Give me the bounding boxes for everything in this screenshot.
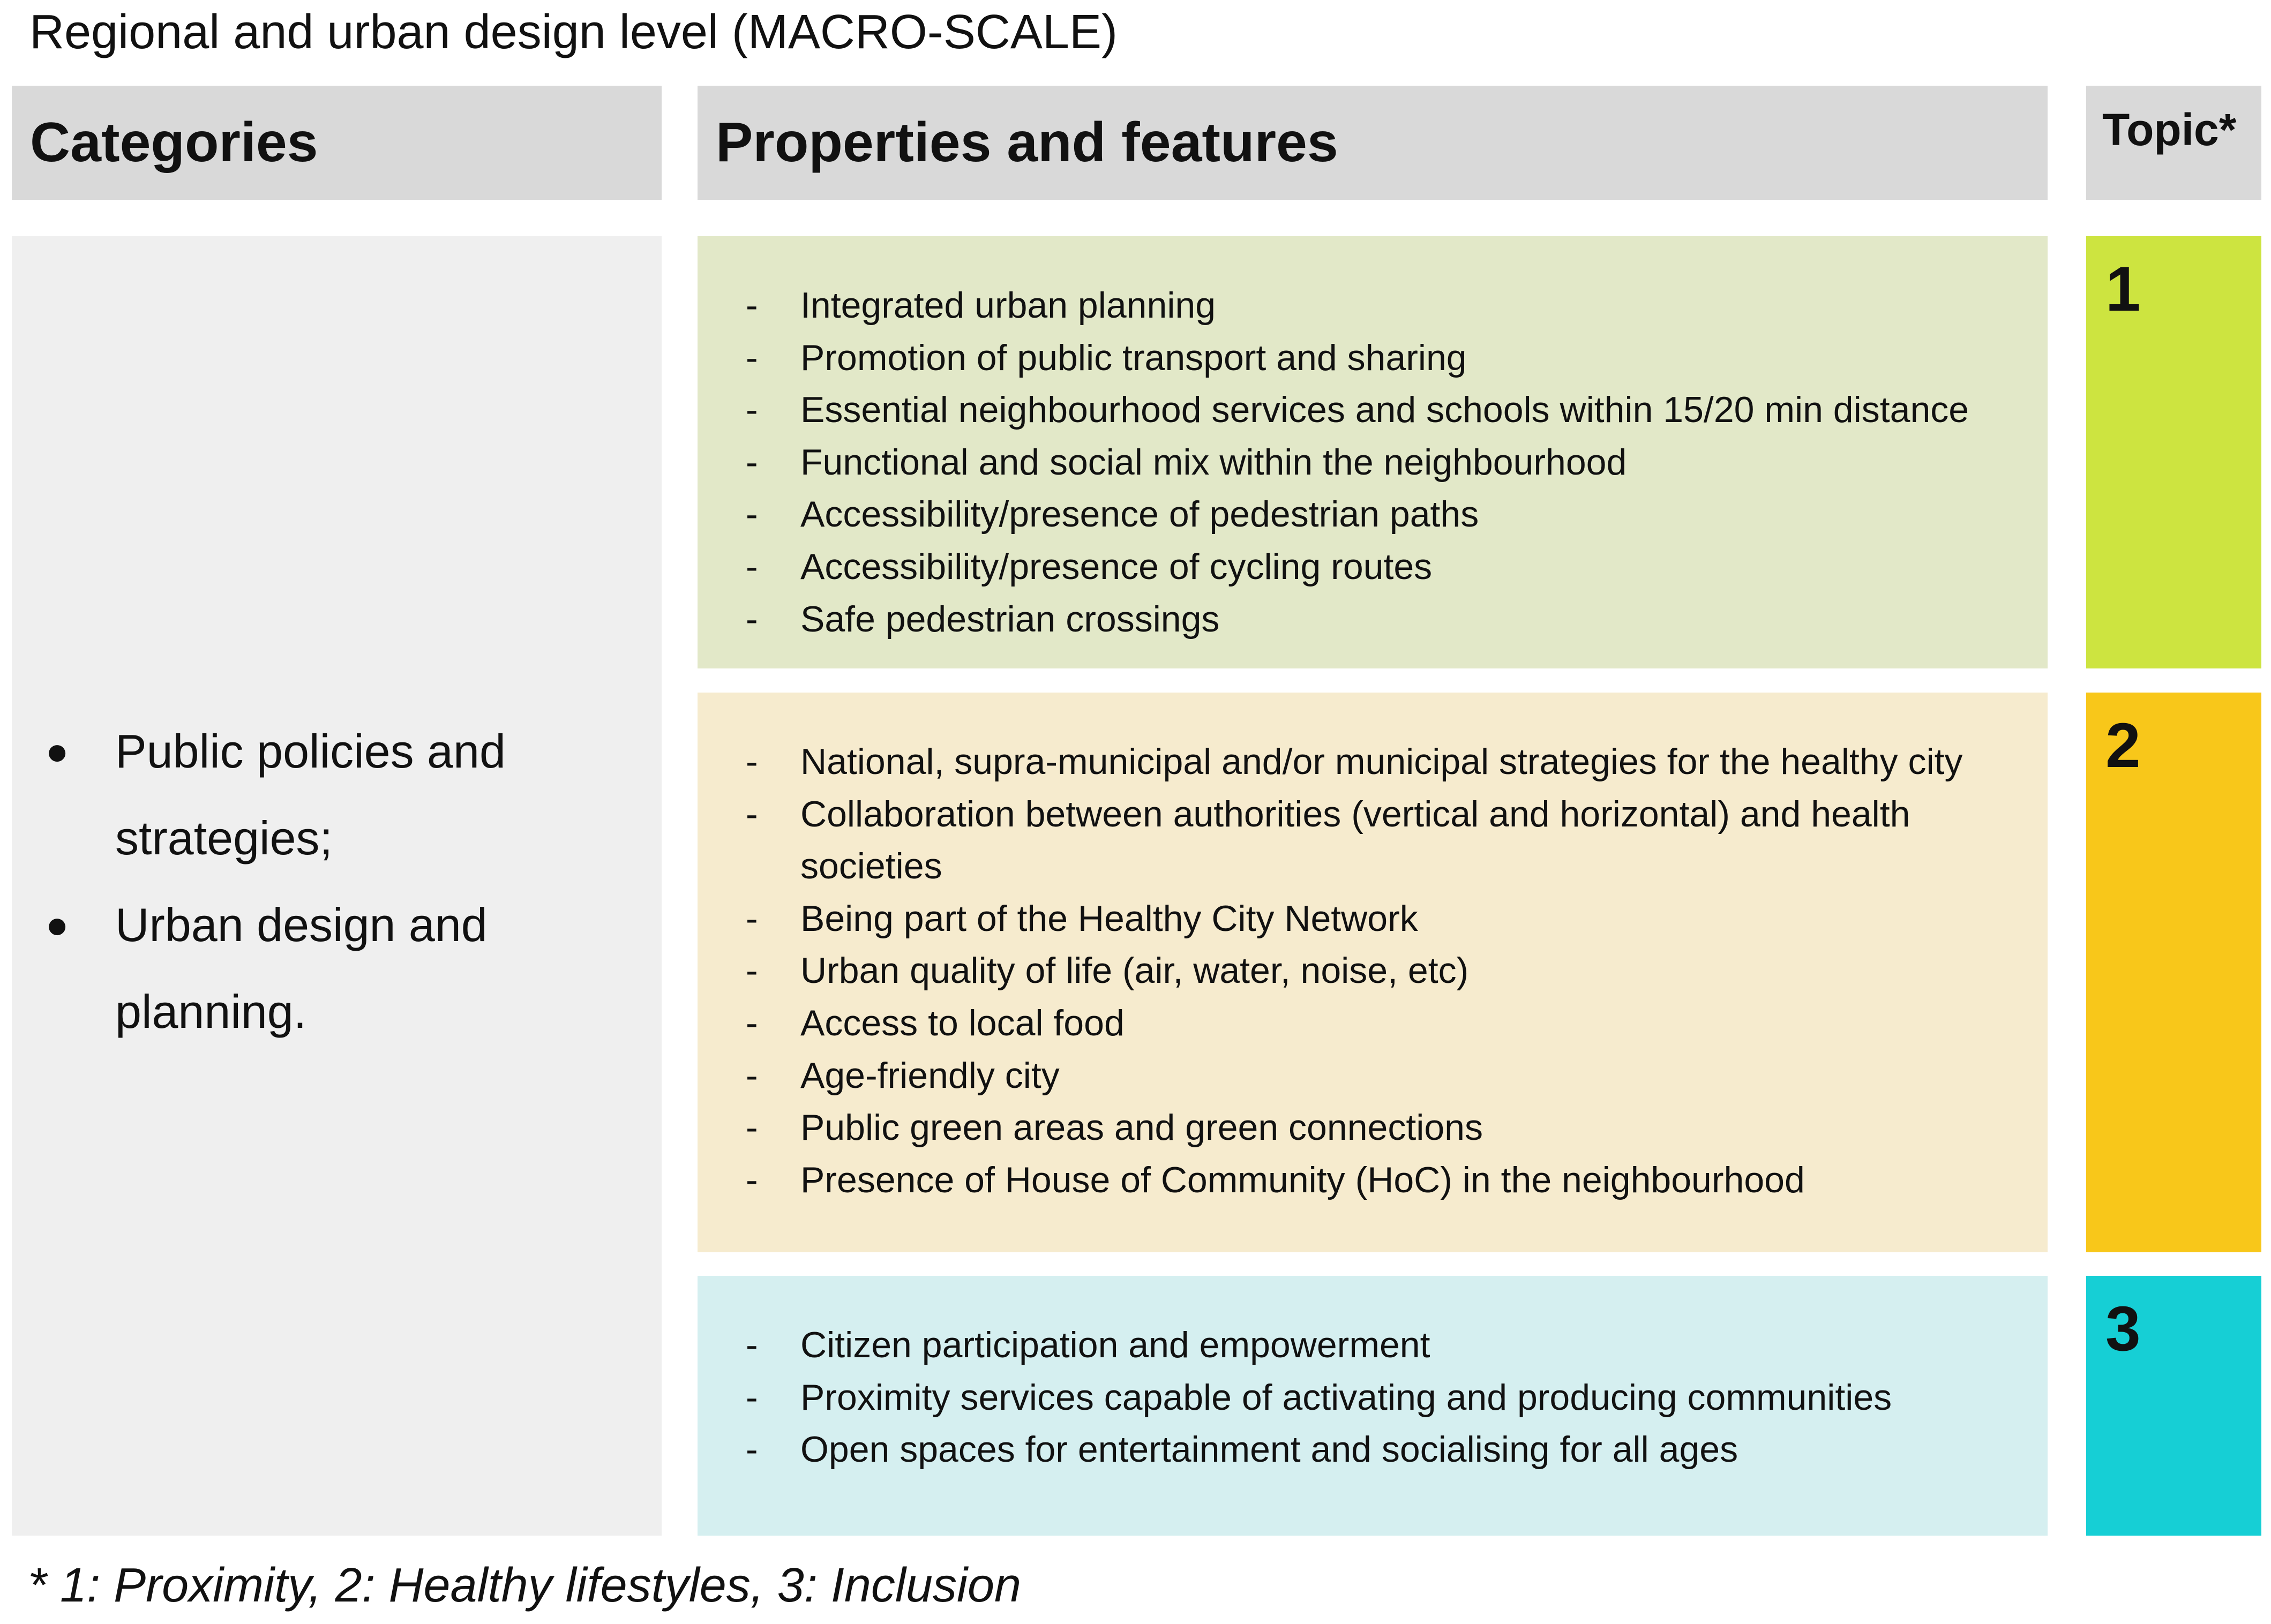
- property-item: [698, 488, 2033, 541]
- property-item: [698, 1424, 2033, 1476]
- category-item: [29, 708, 597, 882]
- topic-header-label: Topic*: [2102, 104, 2237, 155]
- dash-icon: -: [746, 1159, 758, 1200]
- dash-icon: -: [746, 1377, 758, 1418]
- topic-footnote: * 1: Proximity, 2: Healthy lifestyles, 3: Inclusion: [28, 1559, 1022, 1612]
- property-item: [698, 945, 2033, 997]
- bullet-icon: ●: [46, 904, 69, 946]
- property-label: Urban quality of life (air, water, noise, etc): [800, 950, 1469, 991]
- property-label: Being part of the Healthy City Network: [800, 898, 1418, 939]
- property-label: Citizen participation and empowerment: [800, 1325, 1430, 1365]
- category-item: [29, 882, 597, 1055]
- property-item: [698, 736, 2033, 788]
- dash-icon: -: [746, 1002, 758, 1043]
- dash-icon: -: [746, 741, 758, 782]
- dash-icon: -: [746, 898, 758, 939]
- property-label: National, supra-municipal and/or municipal strategies for the healthy city: [800, 741, 1963, 782]
- property-label: Open spaces for entertainment and socialising for all ages: [800, 1429, 1738, 1470]
- property-item: [698, 893, 2033, 945]
- property-label: Accessibility/presence of pedestrian paths: [800, 494, 1479, 535]
- categories-header: [12, 86, 662, 200]
- property-label: Integrated urban planning: [800, 285, 1216, 326]
- dash-icon: -: [746, 950, 758, 991]
- dash-icon: -: [746, 1055, 758, 1096]
- dash-icon: -: [746, 441, 758, 483]
- topic-badge-3: 3: [2086, 1276, 2261, 1536]
- property-label: Collaboration between authorities (vertical and horizontal) and health societies: [800, 793, 1910, 887]
- property-label: Promotion of public transport and sharing: [800, 337, 1467, 378]
- category-label: Public policies and strategies;: [115, 725, 506, 864]
- property-label: Public green areas and green connections: [800, 1107, 1483, 1148]
- property-label: Accessibility/presence of cycling routes: [800, 546, 1433, 587]
- dash-icon: -: [746, 285, 758, 326]
- property-item: [698, 384, 2033, 437]
- categories-list: [29, 708, 597, 1055]
- property-label: Presence of House of Community (HoC) in the neighbourhood: [800, 1159, 1805, 1200]
- property-item: [698, 541, 2033, 593]
- property-item: [698, 1154, 2033, 1207]
- page-title: Regional and urban design level (MACRO-SCALE): [29, 5, 1118, 59]
- dash-icon: -: [746, 494, 758, 535]
- property-item: [698, 788, 2033, 893]
- dash-icon: -: [746, 793, 758, 834]
- properties-lists: [698, 0, 2048, 1624]
- bullet-icon: ●: [46, 730, 69, 773]
- properties-list-topic-3: [698, 1319, 2033, 1476]
- property-label: Proximity services capable of activating and producing communities: [800, 1377, 1892, 1418]
- dash-icon: -: [746, 389, 758, 431]
- dash-icon: -: [746, 1107, 758, 1148]
- dash-icon: -: [746, 337, 758, 378]
- property-item: [698, 1102, 2033, 1154]
- properties-list-topic-1: [698, 280, 2033, 645]
- property-label: Access to local food: [800, 1002, 1125, 1043]
- properties-list-topic-2: [698, 736, 2033, 1206]
- dash-icon: -: [746, 1429, 758, 1470]
- property-label: Age-friendly city: [800, 1055, 1060, 1096]
- property-item: [698, 1372, 2033, 1424]
- property-item: [698, 280, 2033, 332]
- dash-icon: -: [746, 1325, 758, 1365]
- property-item: [698, 437, 2033, 489]
- properties-header-label: Properties and features: [716, 111, 1338, 174]
- categories-header-label: Categories: [30, 111, 318, 174]
- topic-badge-2: 2: [2086, 693, 2261, 1252]
- property-label: Functional and social mix within the neighbourhood: [800, 441, 1627, 483]
- property-label: Safe pedestrian crossings: [800, 598, 1220, 640]
- topic-badge-1: 1: [2086, 236, 2261, 668]
- dash-icon: -: [746, 546, 758, 587]
- property-item: [698, 1050, 2033, 1102]
- property-item: [698, 1319, 2033, 1372]
- property-label: Essential neighbourhood services and schools within 15/20 min distance: [800, 389, 1969, 431]
- category-label: Urban design and planning.: [115, 898, 488, 1038]
- property-item: [698, 332, 2033, 385]
- property-item: [698, 593, 2033, 646]
- property-item: [698, 997, 2033, 1050]
- topic-header: [2086, 86, 2261, 200]
- dash-icon: -: [746, 598, 758, 640]
